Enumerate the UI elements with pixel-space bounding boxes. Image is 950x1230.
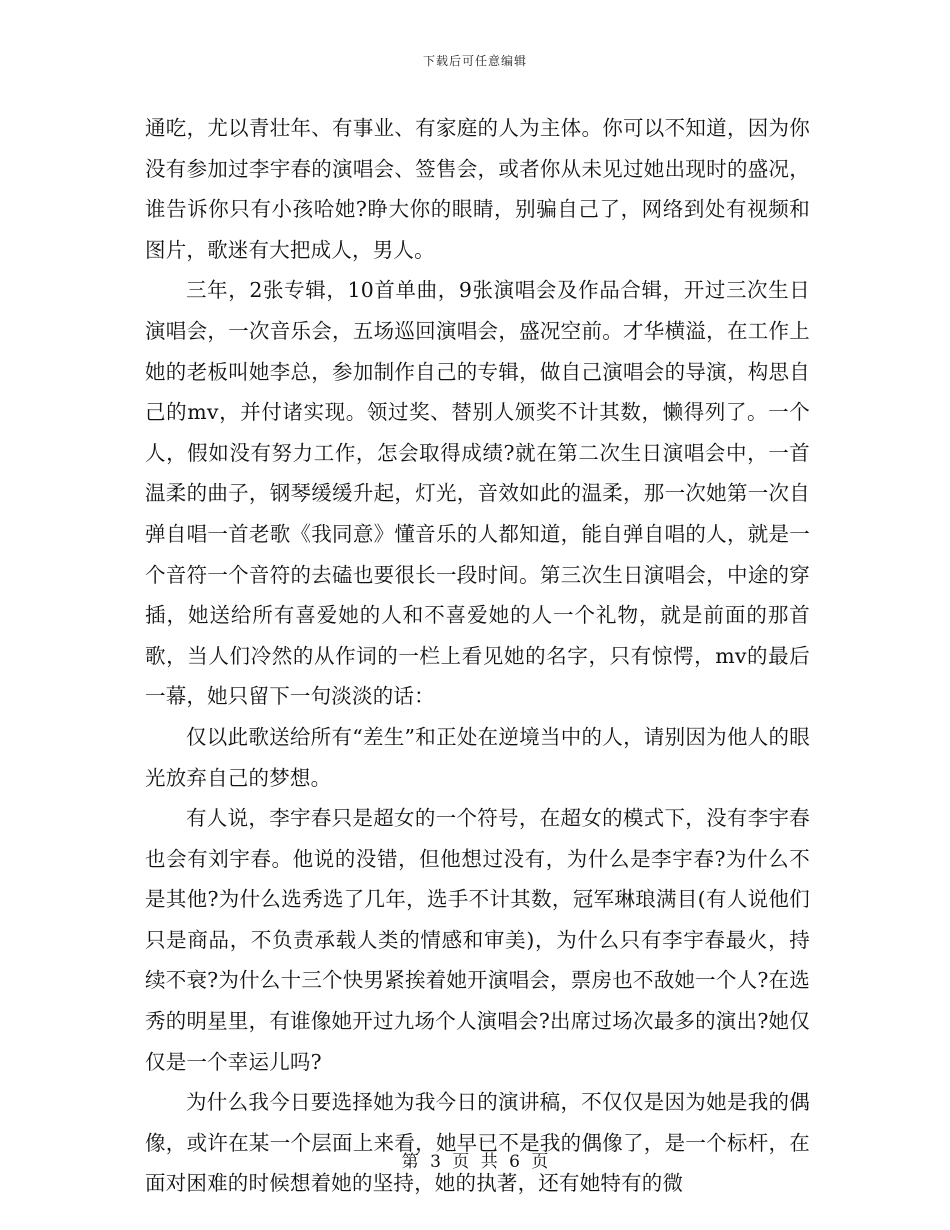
page-footer: 第 3 页 共 6 页 bbox=[401, 1152, 549, 1172]
paragraph-3: 仅以此歌送给所有“差生”和正处在逆境当中的人，请别因为他人的眼光放弃自己的梦想。 bbox=[145, 724, 810, 790]
page-header: 下载后可任意编辑 bbox=[422, 54, 527, 68]
paragraph-1: 通吃，尤以青壮年、有事业、有家庭的人为主体。你可以不知道，因为你没有参加过李宇春的演唱会、签售会，或者你从未见过她出现时的盛况，谁告诉你只有小孩哈她?睁大你的眼睛，别骗自己了，网络到处有视频和图片，歌迷有大把成人，男人。 bbox=[145, 116, 810, 262]
paragraph-5: 为什么我今日要选择她为我今日的演讲稿，不仅仅是因为她是我的偶像，或许在某一个层面上来看，她早已不是我的偶像了，是一个标杆，在面对困难的时候想着她的坚持，她的执著，还有她特有的微 bbox=[145, 1090, 810, 1196]
paragraph-2: 三年，2张专辑，10首单曲，9张演唱会及作品合辑，开过三次生日演唱会，一次音乐会，五场巡回演唱会，盛况空前。才华横溢，在工作上她的老板叫她李总，参加制作自己的专辑，做自己演唱会的导演，构思自己的mv，并付诸实现。领过奖、替别人颁奖不计其数，懒得列了。一个人，假如没有努力工作，怎会取得成绩?就在第二次生日演唱会中，一首温柔的曲子，钢琴缓缓升起，灯光，音效如此的温柔，那一次她第一次自弹自唱一首老歌《我同意》懂音乐的人都知道，能自弹自唱的人，就是一个音符一个音符的去磕也要很长一段时间。第三次生日演唱会，中途的穿插，她送给所有喜爱她的人和不喜爱她的人一个礼物，就是前面的那首歌，当人们冷然的从作词的一栏上看见她的名字，只有惊愕，mv的最后一幕，她只留下一句淡淡的话： bbox=[145, 278, 810, 709]
document-body bbox=[145, 108, 810, 1204]
paragraph-4: 有人说，李宇春只是超女的一个符号，在超女的模式下，没有李宇春也会有刘宇春。他说的没错，但他想过没有，为什么是李宇春?为什么不是其他?为什么选秀选了几年，选手不计其数，冠军琳琅满目(有人说他们只是商品，不负责承载人类的情感和审美)，为什么只有李宇春最火，持续不衰?为什么十三个快男紧挨着她开演唱会，票房也不敌她一个人?在选秀的明星里，有谁像她开过九场个人演唱会?出席过场次最多的演出?她仅仅是一个幸运儿吗? bbox=[145, 806, 810, 1074]
